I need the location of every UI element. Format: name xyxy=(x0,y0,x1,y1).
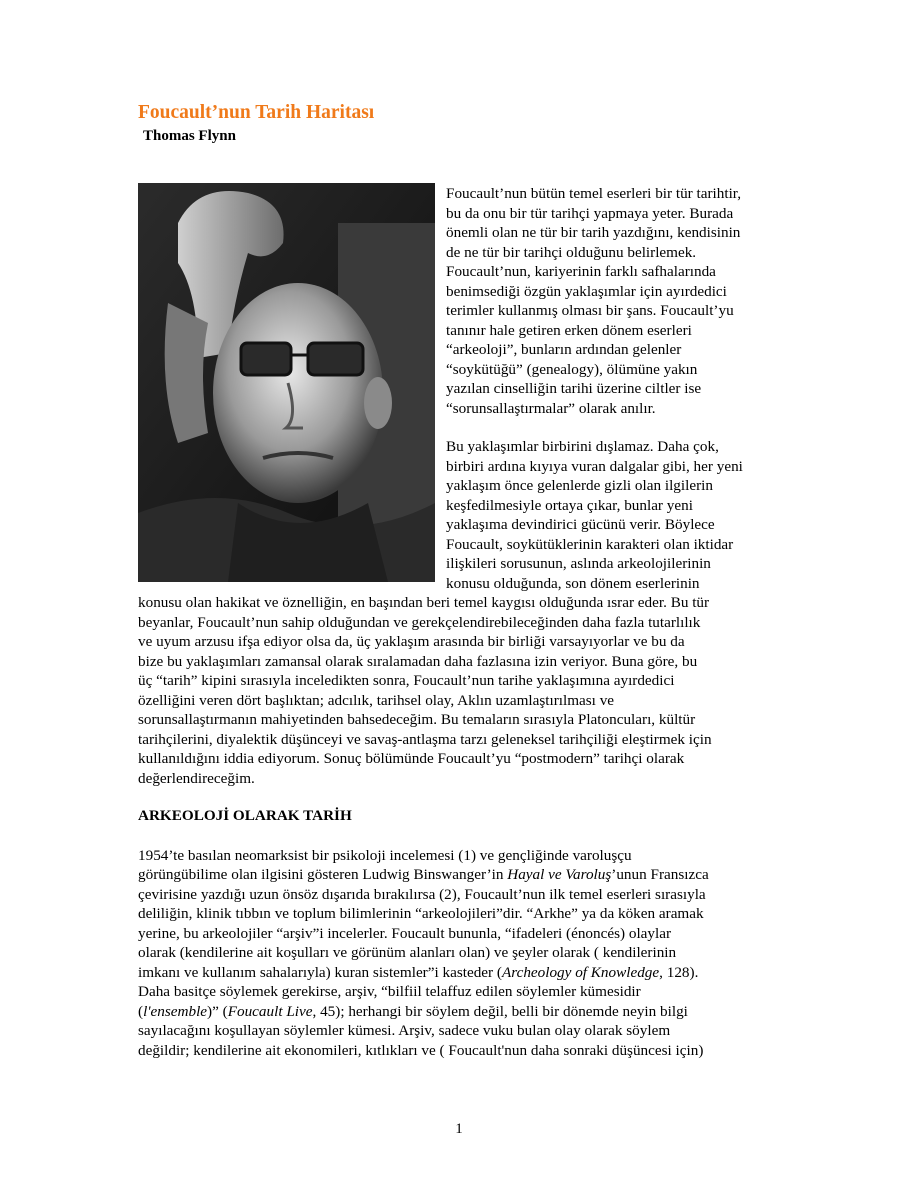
text-line: terimler kullanmış olması bir şans. Foucault’yu xyxy=(446,302,734,319)
text-span: , 45); herhangi bir söylem değil, belli bir dönemde neyin bilgi xyxy=(312,1003,688,1020)
text-line: keşfedilmesiyle ortaya çıkar, bunlar yeni xyxy=(446,497,693,514)
document-title: Foucault’nun Tarih Haritası xyxy=(138,102,375,123)
text-line: önemli olan ne tür bir tarih yazdığını, kendisinin xyxy=(446,224,741,241)
portrait-photo-icon xyxy=(138,183,435,582)
text-line: Bu yaklaşımlar birbirini dışlamaz. Daha çok, xyxy=(446,438,719,455)
text-line: de ne tür bir tarihçi olduğunu belirlemek. xyxy=(446,244,697,261)
text-line: yaklaşıma devindirici gücünü verir. Böylece xyxy=(446,516,715,533)
text-line: kullanıldığını iddia ediyorum. Sonuç bölümünde Foucault’yu “postmodern” tarihçi olarak xyxy=(138,750,685,767)
text-line: konusu olduğunda, son dönem eserlerinin xyxy=(446,575,700,592)
text-line: beyanlar, Foucault’nun sahip olduğundan ve gerekçelendirebileceğinden daha fazla tutarlılık xyxy=(138,614,701,631)
text-line: olarak (kendilerine ait koşulları ve görünüm alanları olan) ve şeyler olarak ( kendilerinin xyxy=(138,944,677,961)
text-line: deliliğin, klinik tıbbın ve toplum bilimlerinin “arkeolojileri”dir. “Arkhe” ya da köken aramak xyxy=(138,905,704,922)
text-line: bize bu yaklaşımları zamansal olarak sıralamadan daha fazlasına izin veriyor. Buna göre, bu xyxy=(138,653,698,670)
page-number: 1 xyxy=(455,1121,463,1137)
text-span: ( xyxy=(138,1003,144,1020)
text-line: özelliğini veren dört başlıktan; adcılık, tarihsel olay, Aklın uzamlaştırılması ve xyxy=(138,692,615,709)
text-line: Foucault’nun, kariyerinin farklı safhalarında xyxy=(446,263,716,280)
text-line: yerine, bu arkeolojiler “arşiv”i incelerler. Foucault bununla, “ifadeleri (énoncés) olaylar xyxy=(138,925,672,942)
text-line: tanınır hale getiren erken dönem eserleri xyxy=(446,322,692,339)
text-line: ilişkileri sorusunun, aslında arkeolojilerinin xyxy=(446,555,711,572)
text-line: değildir; kendilerine ait ekonomileri, kıtlıkları ve ( Foucault'nun daha sonraki düşüncesi için) xyxy=(138,1042,704,1059)
text-line: sayılacağını koşullayan söylemler kümesi. Arşiv, sadece vuku bulan olay olarak söylem xyxy=(138,1022,671,1039)
text-line: tarihçilerini, diyalektik düşünceyi ve savaş-antlaşma tarzı geleneksel tarihçiliği eleştirmek için xyxy=(138,731,712,748)
text-line: ve uyum arzusu ifşa ediyor olsa da, üç yaklaşım arasında bir birliği varsayıyorlar ve bu da xyxy=(138,633,685,650)
text-line xyxy=(138,865,709,885)
italic-term: l'ensemble xyxy=(143,1003,208,1020)
text-span: görüngübilime olan ilgisini gösteren Ludwig Binswanger’in xyxy=(138,866,508,883)
text-line: “soykütüğü” (genealogy), ölümüne yakın xyxy=(446,361,698,378)
text-line: yazılan cinselliğin tarihi üzerine ciltler ise xyxy=(446,380,702,397)
text-line: birbiri ardına kıyıya vuran dalgalar gibi, her yeni xyxy=(446,458,743,475)
text-line: konusu olan hakikat ve öznelliğin, en başından beri temel kaygısı olduğunda ısrar eder. Bu tür xyxy=(138,594,710,611)
text-line: benimsediği özgün yaklaşımlar için ayırdedici xyxy=(446,283,727,300)
text-line xyxy=(138,963,698,983)
text-line: sorunsallaştırmanın mahiyetinden bahsedeceğim. Bu temaların sırasıyla Platoncuları, kültür xyxy=(138,711,696,728)
text-line: Daha basitçe söylemek gerekirse, arşiv, “bilfiil telaffuz edilen söylemler kümesidir xyxy=(138,983,641,1000)
author-name: Thomas Flynn xyxy=(143,128,236,144)
text-span: ’unun Fransızca xyxy=(611,866,709,883)
text-line xyxy=(138,1002,688,1022)
text-line: Foucault, soykütüklerinin karakteri olan iktidar xyxy=(446,536,734,553)
text-span: )” ( xyxy=(207,1003,228,1020)
book-title: Hayal ve Varoluş xyxy=(507,866,612,883)
text-line: 1954’te basılan neomarksist bir psikoloji incelemesi (1) ve gençliğinde varoluşçu xyxy=(138,847,632,864)
text-line: çevirisine yazdığı uzun önsöz dışarıda bırakılırsa (2), Foucault’nun ilk temel eserleri sırasıyla xyxy=(138,886,706,903)
text-line: bu da onu bir tür tarihçi yapmaya yeter. Burada xyxy=(446,205,734,222)
text-span: , 128). xyxy=(659,964,699,981)
book-title: Archeology of Knowledge xyxy=(501,964,660,981)
text-line: üç “tarih” kipini sırasıyla inceledikten sonra, Foucault’nun tarihe yaklaşımına ayırdedici xyxy=(138,672,675,689)
text-line: değerlendireceğim. xyxy=(138,770,255,787)
text-span: imkanı ve kullanım sahalarıyla) kuran sistemler”i kasteder ( xyxy=(138,964,502,981)
section-heading: ARKEOLOJİ OLARAK TARİH xyxy=(138,807,352,824)
text-line: “sorunsallaştırmalar” olarak anılır. xyxy=(446,400,656,417)
text-line: Foucault’nun bütün temel eserleri bir tür tarihtir, xyxy=(446,185,742,202)
text-line: “arkeoloji”, bunların ardından gelenler xyxy=(446,341,682,358)
portrait-photo xyxy=(138,183,435,582)
book-title: Foucault Live xyxy=(227,1003,313,1020)
text-line: yaklaşım önce gelenlerde gizli olan ilgilerin xyxy=(446,477,713,494)
